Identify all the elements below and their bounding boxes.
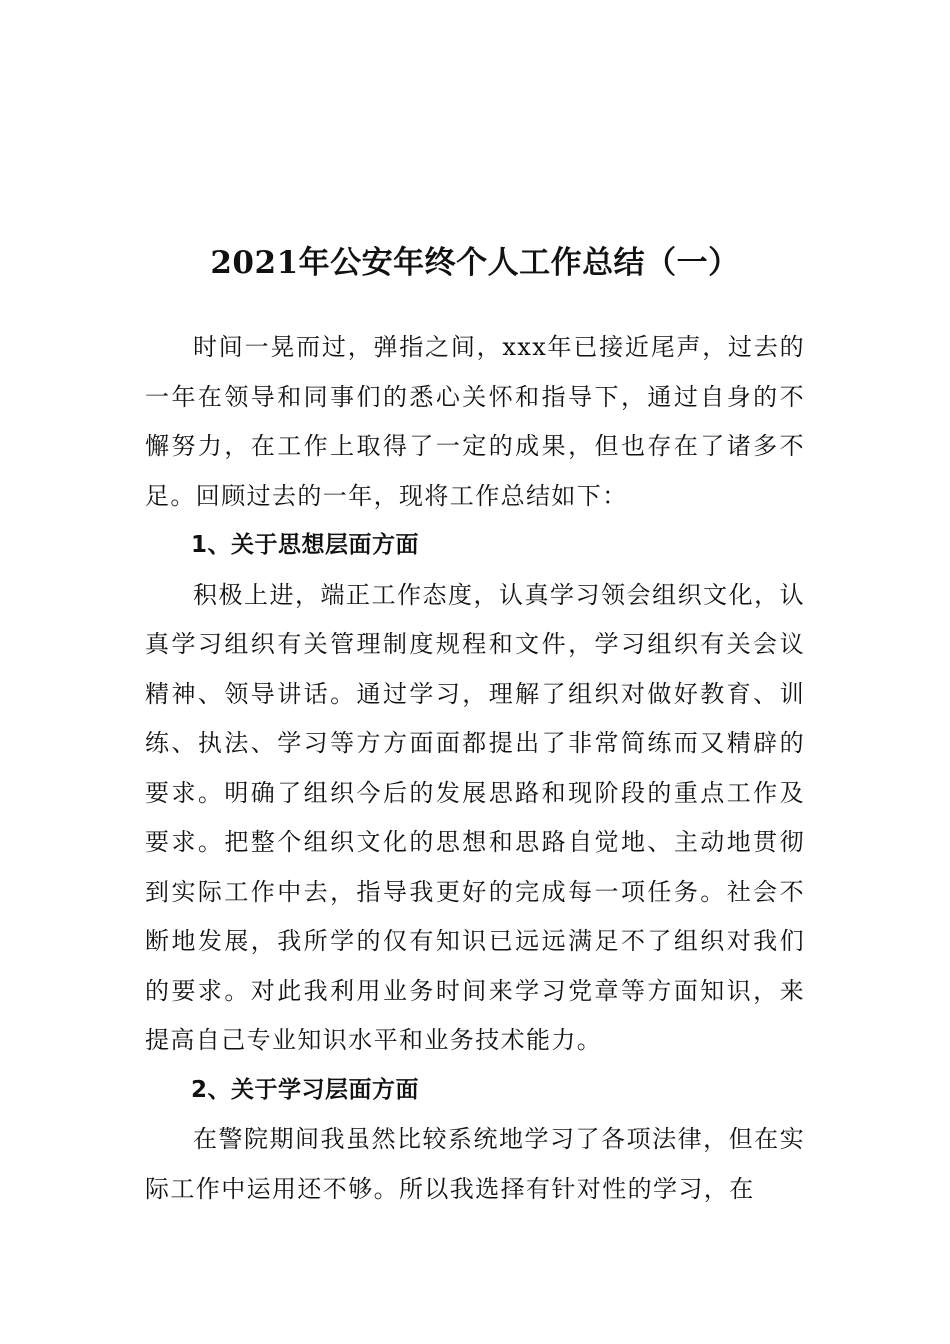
- document-title: 2021年公安年终个人工作总结（一）: [210, 244, 740, 281]
- section-2-heading: 2、关于学习层面方面: [191, 1076, 420, 1103]
- section-2-paragraph: 在警院期间我虽然比较系统地学习了各项法律，但在实际工作中运用还不够。所以我选择有针对性的学习，在: [145, 1125, 805, 1203]
- section-1-heading: 1、关于思想层面方面: [191, 532, 420, 558]
- document-body: [145, 323, 805, 1214]
- section-1-paragraph: 积极上进，端正工作态度，认真学习领会组织文化，认真学习组织有关管理制度规程和文件，学习组织有关会议精神、领导讲话。通过学习，理解了组织对做好教育、训练、执法、学习等方方面面都提出了非常简练而又精辟的要求。明确了组织今后的发展思路和现阶段的重点工作及要求。把整个组织文化的思想和思路自觉地、主动地贯彻到实际工作中去，指导我更好的完成每一项任务。社会不断地发展，我所学的仅有知识已远远满足不了组织对我们的要求。对此我利用业务时间来学习党章等方面知识，来提高自己专业知识水平和业务技术能力。: [145, 580, 805, 1054]
- intro-paragraph: 时间一晃而过，弹指之间，xxx年已接近尾声，过去的一年在领导和同事们的悉心关怀和指导下，通过自身的不懈努力，在工作上取得了一定的成果，但也存在了诸多不足。回顾过去的一年，现将工作总结如下：: [145, 333, 805, 510]
